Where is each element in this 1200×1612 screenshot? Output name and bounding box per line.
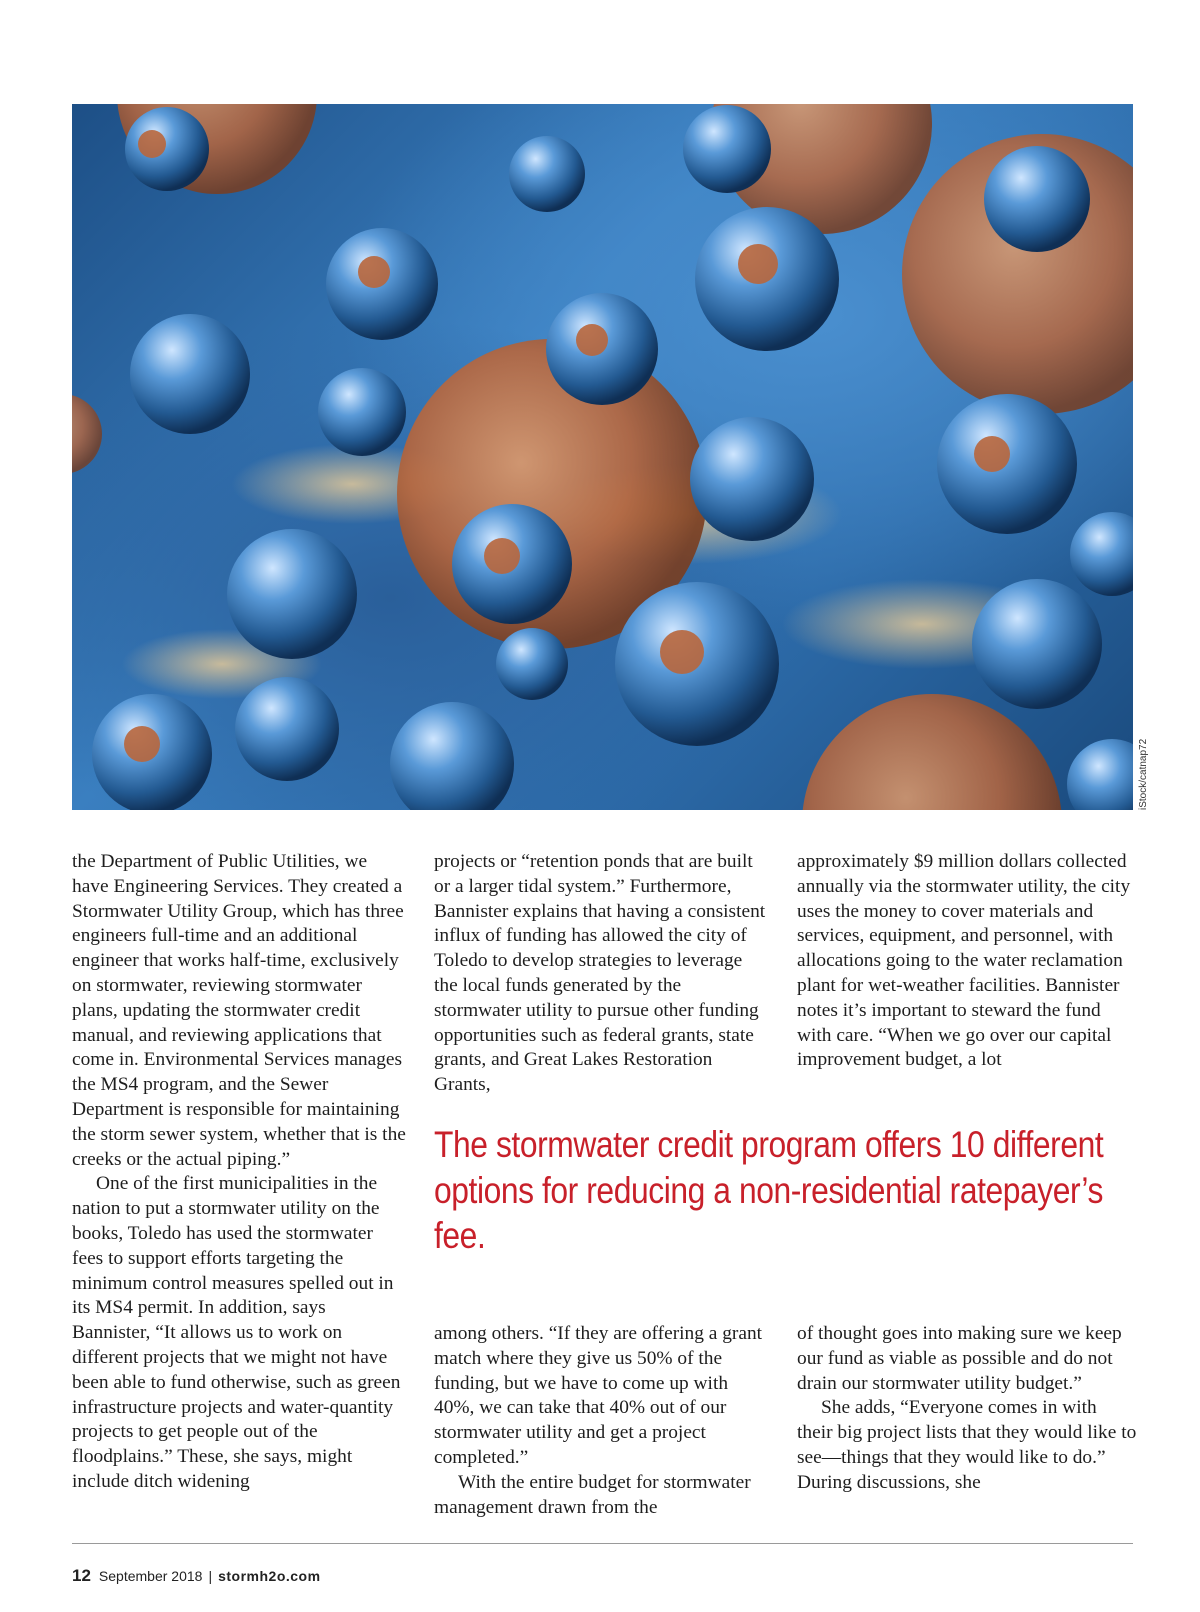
body-column-2-bottom — [434, 1322, 769, 1520]
coins-water-droplets-image — [72, 104, 1133, 810]
body-column-3-top — [797, 850, 1137, 1073]
body-column-1 — [72, 850, 407, 1495]
footer-divider — [72, 1543, 1133, 1544]
body-paragraph: projects or “retention ponds that are built or a larger tidal system.” Furthermore, Bannister explains that having a consistent influx of funding has allowed the city of Toledo to develop strategies to leverage the local funds generated by the stormwater utility to pursue other funding opportunities such as federal grants, state grants, and Great Lakes Restoration Grants, — [434, 851, 766, 1096]
body-column-2-top — [434, 850, 769, 1098]
body-paragraph: She adds, “Everyone comes in with their big project lists that they would like to see—things that they would like to do.” During discussions, she — [797, 1397, 1137, 1493]
body-column-3-bottom — [797, 1322, 1137, 1496]
photo-credit: iStock/catnap72 — [1138, 738, 1149, 810]
footer-separator: | — [208, 1568, 213, 1584]
issue-date: September 2018 — [98, 1568, 203, 1584]
body-paragraph: One of the first municipalities in the nation to put a stormwater utility on the books, Toledo has used the stormwater fees to support efforts targeting the minimum control measures spelled out in its MS4 permit. In addition, says Bannister, “It allows us to work on different projects that we might not have been able to fund otherwise, such as green infrastructure projects and water-quantity projects to get people out of the floodplains.” These, she says, might include ditch widening — [72, 1173, 401, 1492]
body-paragraph: the Department of Public Utilities, we have Engineering Services. They created a Stormwater Utility Group, which has three engineers full-time and an additional engineer that works half-time, exclusively on stormwater, reviewing stormwater plans, updating the stormwater credit manual, and reviewing applications that come in. Environmental Services manages the MS4 program, and the Sewer Department is responsible for maintaining the storm sewer system, whether that is the creeks or the actual piping.” — [72, 851, 406, 1170]
page-number: 12 — [72, 1566, 91, 1585]
body-paragraph: of thought goes into making sure we keep our fund as viable as possible and do not drain our stormwater utility budget.” — [797, 1323, 1122, 1394]
site-link[interactable]: stormh2o.com — [218, 1568, 321, 1584]
pull-quote: The stormwater credit program offers 10 different options for reducing a non-residential ratepayer’s fee. — [434, 1124, 1104, 1256]
page-footer — [72, 1566, 321, 1586]
photo-illustration — [72, 104, 1133, 810]
body-paragraph: among others. “If they are offering a grant match where they give us 50% of the funding, but we have to come up with 40%, we can take that 40% out of our stormwater utility and get a project completed.” — [434, 1323, 763, 1468]
body-paragraph: approximately $9 million dollars collected annually via the stormwater utility, the city uses the money to cover materials and services, equipment, and personnel, with allocations going to the water reclamation plant for wet-weather facilities. Bannister notes it’s important to steward the fund with care. “When we go over our capital improvement budget, a lot — [797, 851, 1131, 1071]
body-paragraph: With the entire budget for stormwater management drawn from the — [434, 1471, 751, 1518]
